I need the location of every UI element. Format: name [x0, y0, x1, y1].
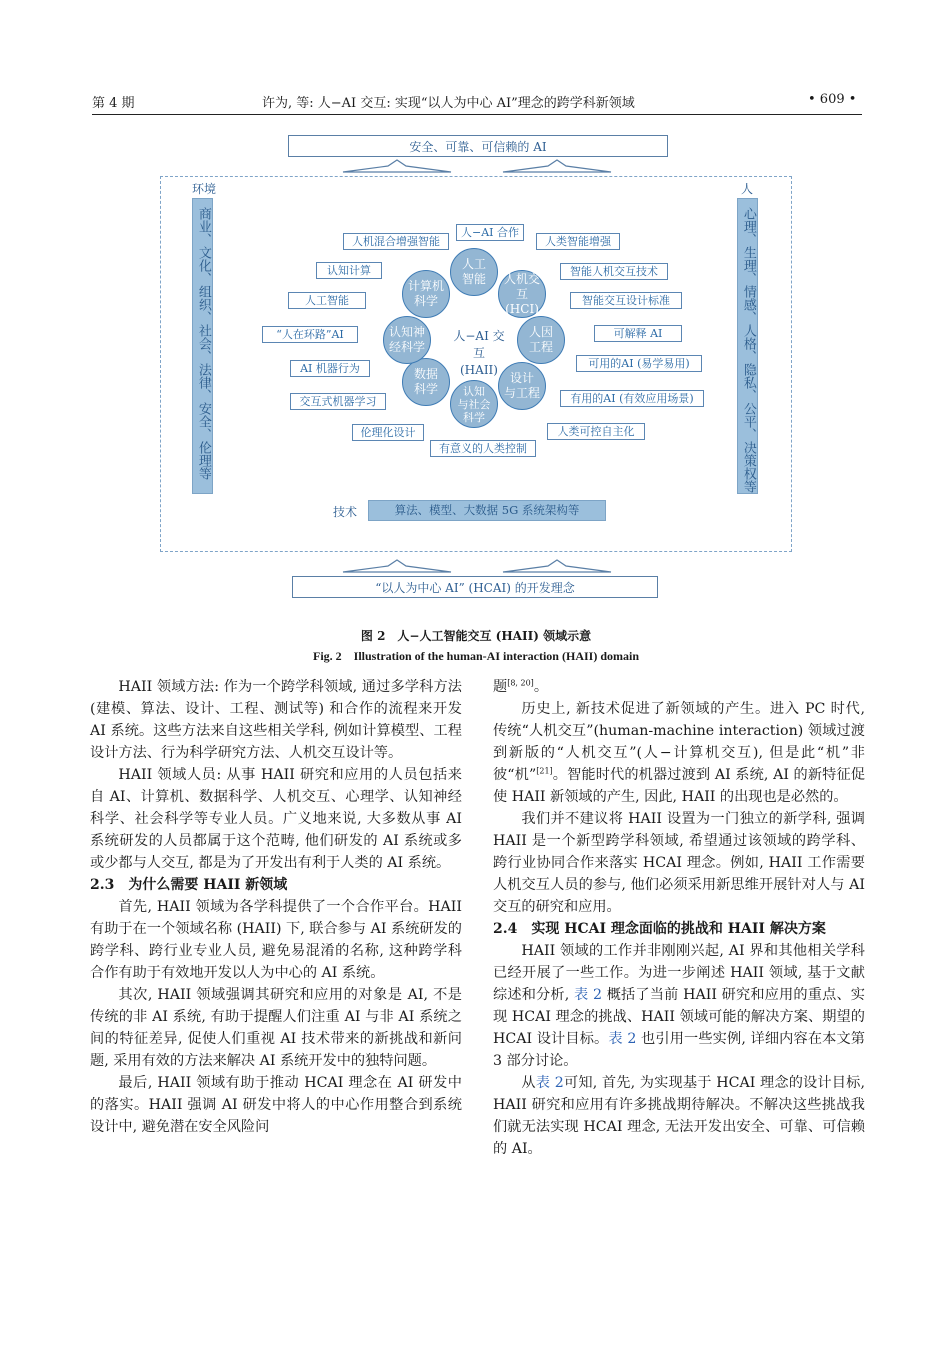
- environment-factors-bar: [192, 198, 213, 494]
- up-arrow-bottom-right: [503, 560, 611, 572]
- table-2-link-2[interactable]: 表 2: [608, 1031, 637, 1047]
- tag-controllable-autonomy: 人类可控自主化: [547, 423, 645, 440]
- circle-computer-science: 计算机 科学: [402, 270, 450, 318]
- figure-caption-cn: 图 2 人−人工智能交互 (HAII) 领域示意: [360, 629, 592, 643]
- center-label-haii: [450, 328, 508, 379]
- center-label-line1: 人−AI 交互: [453, 329, 505, 360]
- section-heading-2-4: 2.4 实现 HCAI 理念面临的挑战和 HAII 解决方案: [493, 921, 826, 937]
- paragraph-not-independent: 我们并不建议将 HAII 设置为一门独立的新学科, 强调 HAII 是一个新型跨学科领域, 希望通过该领域的跨学科、跨行业协同合作来落实 HCAI 理念。例如, HAII 工作需要人机交互人员的参与, 他们必须采用新思维开展针对人与 AI 交互的研究和应用。: [493, 811, 865, 915]
- tag-human-in-loop-ai: “人在环路”AI: [262, 326, 358, 343]
- tag-interactive-ml: 交互式机器学习: [290, 393, 386, 410]
- corner-label-human: 人: [741, 182, 754, 196]
- tag-cognitive-computing: 认知计算: [316, 262, 382, 279]
- tag-ai-machine-behavior: AI 机器行为: [290, 360, 370, 377]
- right-column: [493, 676, 865, 1160]
- up-arrow-top-right: [503, 160, 611, 172]
- up-arrow-bottom-left: [343, 560, 451, 572]
- circle-hci: 人机交互 (HCI): [498, 270, 546, 318]
- tag-human-intelligence-augmentation: 人类智能增强: [536, 233, 620, 250]
- tag-ethical-design: 伦理化设计: [352, 424, 424, 441]
- paragraph-continuation: 题[8, 20]。: [493, 678, 549, 695]
- environment-factors-text: 商业、文化、组织、社会、法律、安全、伦理等: [195, 207, 211, 480]
- tag-human-ai-cooperation: 人−AI 合作: [456, 224, 524, 241]
- tag-intelligent-hci-tech: 智能人机交互技术: [560, 263, 668, 280]
- circle-design-engineering: 设计 与工程: [498, 362, 546, 410]
- circle-ai: 人工 智能: [450, 248, 498, 296]
- tag-meaningful-human-control: 有意义的人类控制: [430, 440, 536, 457]
- paragraph-haii-personnel: HAII 领域人员: 从事 HAII 研究和应用的人员包括来自 AI、计算机、数据科学、人机交互、心理学、认知神经科学、社会科学等专业人员。广义地来说, 大多数从事 AI 系统研发的人员都属于这个范畴, 他们研发的 AI 系统或多或少都与人交互, 都是为了开发出有利于人类的 AI 系统。: [90, 767, 462, 871]
- tag-useful-ai: 有用的AI (有效应用场景): [560, 390, 704, 407]
- tag-hybrid-intelligence: 人机混合增强智能: [343, 233, 449, 250]
- tag-usable-ai: 可用的AI (易学易用): [576, 355, 702, 372]
- paragraph-second: 其次, HAII 领域强调其研究和应用的对象是 AI, 不是传统的非 AI 系统, 有助于提醒人们注重 AI 与非 AI 系统之间的特征差异, 促使人们重视 AI 技术带来的新挑战和新问题, 采用有效的方法来解决 AI 系统开发中的独特问题。: [90, 987, 462, 1069]
- circle-human-factors: 人因 工程: [517, 316, 565, 364]
- circle-cognitive-neuroscience: 认知神 经科学: [383, 316, 431, 364]
- citation-21[interactable]: [21]: [536, 766, 553, 776]
- paragraph-history: 历史上, 新技术促进了新领域的产生。进入 PC 时代, 传统“人机交互”(human-machine interaction) 领域过渡到新版的“人机交互”(人−计算机交互), 但是此“机”非彼“机”[21]。智能时代的机器过渡到 AI 系统, AI 的新特征促使 HAII 新领域的产生, 因此, HAII 的出现也是必然的。: [493, 701, 865, 805]
- left-column: [90, 676, 462, 1138]
- running-title: 许为, 等: 人−AI 交互: 实现“以人为中心 AI”理念的跨学科新领域: [262, 96, 635, 111]
- paragraph-haii-methods: HAII 领域方法: 作为一个跨学科领域, 通过多学科方法 (建模、算法、设计、工程、测试等) 和合作的流程来开发 AI 系统。这些方法来自这些相关学科, 例如计算模型、工程设计方法、行为科学研究方法、人机交互设计等。: [90, 679, 462, 761]
- tag-intelligent-design-standards: 智能交互设计标准: [570, 292, 682, 309]
- page-number: • 609 •: [808, 92, 857, 107]
- bottom-concept-box: “以人为中心 AI” (HCAI) 的开发理念: [292, 576, 658, 598]
- tech-box: 算法、模型、大数据 5G 系统架构等: [368, 500, 606, 521]
- paragraph-first: 首先, HAII 领域为各学科提供了一个合作平台。HAII 有助于在一个领域名称 (HAII) 下, 联合参与 AI 系统研发的跨学科、跨行业专业人员, 避免易混淆的名称, 这种跨学科合作有助于有效地开发以人为中心的 AI 系统。: [90, 899, 462, 981]
- center-label-line2: (HAII): [460, 363, 498, 377]
- paragraph-finally: 最后, HAII 领域有助于推动 HCAI 理念在 AI 研发中的落实。HAII 强调 AI 研发中将人的中心作用整合到系统设计中, 避免潜在安全风险问: [90, 1075, 462, 1135]
- section-heading-2-3: 2.3 为什么需要 HAII 新领域: [90, 877, 288, 893]
- tag-explainable-ai: 可解释 AI: [594, 325, 682, 342]
- corner-label-environment: 环境: [192, 182, 217, 196]
- up-arrow-top-left: [343, 160, 451, 172]
- table-2-link[interactable]: 表 2: [573, 987, 603, 1003]
- citation-8-20[interactable]: [8, 20]: [507, 678, 534, 688]
- human-factors-bar: [737, 198, 758, 494]
- figure-caption-en: Fig. 2 Illustration of the human-AI interaction (HAII) domain: [312, 649, 639, 663]
- circle-cognitive-social-science: 认知 与社会 科学: [450, 380, 498, 428]
- table-2-link-3[interactable]: 表 2: [535, 1075, 564, 1091]
- figure-haii-domain: [0, 0, 952, 640]
- circle-data-science: 数据 科学: [402, 358, 450, 406]
- human-factors-text: 心理、生理、情感、人格、隐私、公平、决策权等: [740, 207, 756, 493]
- paragraph-from-table2: 从表 2可知, 首先, 为实现基于 HCAI 理念的设计目标, HAII 研究和应用有许多挑战期待解决。不解决这些挑战我们就无法实现 HCAI 理念, 无法开发出安全、可靠、可信赖的 AI。: [493, 1075, 865, 1157]
- tag-ai: 人工智能: [288, 292, 366, 309]
- tech-label: 技术: [333, 505, 358, 519]
- issue-number: 第 4 期: [92, 96, 135, 111]
- top-goal-box: 安全、可靠、可信赖的 AI: [288, 135, 668, 157]
- paragraph-table2-overview: HAII 领域的工作并非刚刚兴起, AI 界和其他相关学科已经开展了一些工作。为进一步阐述 HAII 领域, 基于文献综述和分析, 表 2 概括了当前 HAII 研究和应用的重点、实现 HCAI 理念的挑战、HAII 领域可能的解决方案、期望的 HCAI 设计目标。表 2 也引用一些实例, 详细内容在本文第 3 部分讨论。: [493, 943, 865, 1069]
